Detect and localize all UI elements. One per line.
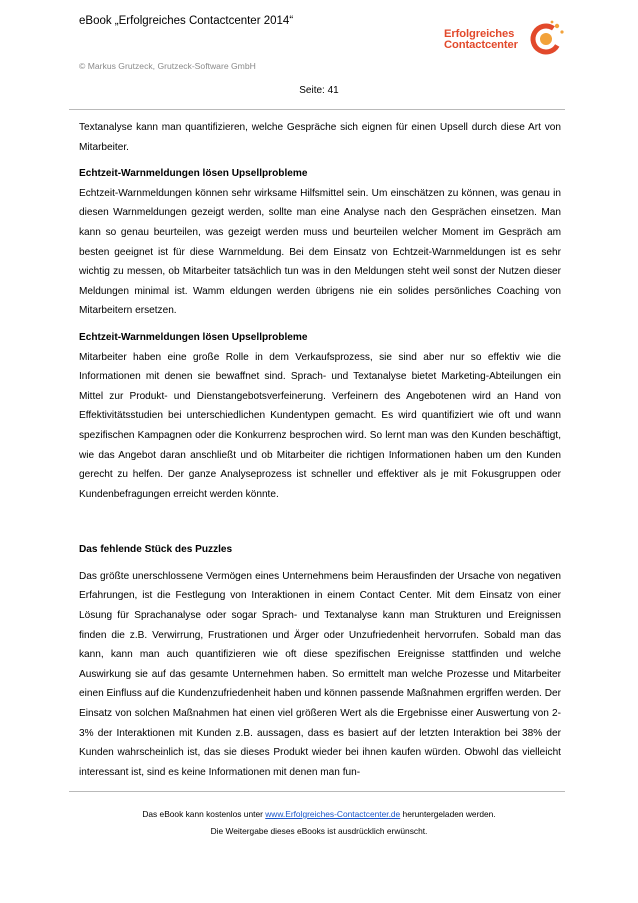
paragraph: Echtzeit-Warnmeldungen können sehr wirksame Hilfsmittel sein. Um einschätzen zu können, was genau in diesen Warnmeldungen gezeigt werden, sollte man eine Analyse nach den Gesprächen einsetzen. Man kann so genau beurteilen, was gezeigt werden muss und beurteilen welcher Moment im Gespräch am besten geeignet ist für diese Warnmeldung. Bei dem Einsatz von Echtzeit-Warnmeldungen ist es sehr wichtig zu messen, ob Mitarbeiter tatsächlich tun was in den Meldungen steht weil sonst der Nutzen dieser Meldungen minimal ist. Wamm eldungen werden übrigens nie ein solides persönliches Coaching von Mitarbeitern ersetzen. [79,187,561,317]
website-link[interactable]: www.Erfolgreiches-Contactcenter.de [265,809,401,819]
logo-ring-icon [526,18,566,58]
logo-wordmark [444,29,518,51]
footer-text: heruntergeladen werden. [400,809,496,819]
footer-sharing-note: Die Weitergabe dieses eBooks ist ausdrücklich erwünscht. [210,826,428,836]
footer-text: Das eBook kann kostenlos unter [142,809,266,819]
section-heading: Das fehlende Stück des Puzzles [79,544,233,556]
copyright-notice: © Markus Grutzeck, Grutzeck-Software GmbH [79,61,256,71]
footer-divider [69,791,565,792]
section-heading: Echtzeit-Warnmeldungen lösen Upsellprobleme [79,168,308,180]
header-divider [69,109,565,110]
paragraph: Textanalyse kann man quantifizieren, welche Gespräche sich eignen für einen Upsell durch diese Art von Mitarbeiter. [79,122,561,153]
footer-download-note [0,809,638,819]
section-heading: Echtzeit-Warnmeldungen lösen Upsellprobleme [79,331,308,343]
logo-line-1: Erfolgreiches [444,28,515,40]
paragraph: Das größte unerschlossene Vermögen eines Unternehmens beim Herausfinden der Ursache von negativen Erfahrungen, ist die Festlegung von Interaktionen in einem Contact Center. Mit dem Einsatz von einer Lösung für Sprachanalyse oder sogar Sprach- und Textanalyse kann man Strukturen und Ereignissen finden die z.B. Verwirrung, Frustrationen und Ärger oder Unzufriedenheit hervorrufen. Sobald man das kann, kann man auch quantifizieren wie oft diese spezifischen Ereignisse stattfinden und welche Auswirkung sie auf das gesamte Unternehmen haben. So ermittelt man welche Prozesse und Mitarbeiter einen Einfluss auf die Kundenzufriedenheit haben und können passende Maßnahmen ergriffen werden. Der Einsatz von solchen Maßnahmen hat einen viel größeren Wert als die Ergebnisse einer Auswertung von 2-3% der Interaktionen mit Kunden z.B. aussagen, dass es basiert auf der letzten Interaktion bei 38% der Kunden wahrscheinlich ist, das sie dieses Produkt wieder bei ihnen kaufen würden. Obwohl das vielleicht interessant ist, sind es keine Informationen mit denen man fun- [79,570,561,778]
brand-logo [444,16,556,78]
page-number: Seite: 41 [299,85,339,96]
logo-line-2: Contactcenter [444,39,518,51]
ebook-title: eBook „Erfolgreiches Contactcenter 2014“ [79,15,294,27]
paragraph: Mitarbeiter haben eine große Rolle in dem Verkaufsprozess, sie sind aber nur so effektiv wie die Informationen mit denen sie bewaffnet sind. Sprach- und Textanalyse bietet Marketing-Abteilungen ein Mittel zur Produkt- und Dienstangebotsverfeinerung. Verfeinern des Angebotenen wird an Hand von Effektivitätsstudien bei unterschiedlichen Kundentypen gemacht. Es wird quantifiziert wie oft und wann spezifischen Kampagnen oder die Konkurrenz besprochen wird. So lernt man was den Kunden beschäftigt, wie das Angebot daran anschließt und ob Mitarbeiter die richtigen Informationen haben um den Kunden gerecht zu helfen. Der ganze Analyseprozess ist schneller und effektiver als je mit Fokusgruppen oder Kundenbefragungen erreicht werden könnte. [79,351,561,500]
main-content [79,118,561,782]
